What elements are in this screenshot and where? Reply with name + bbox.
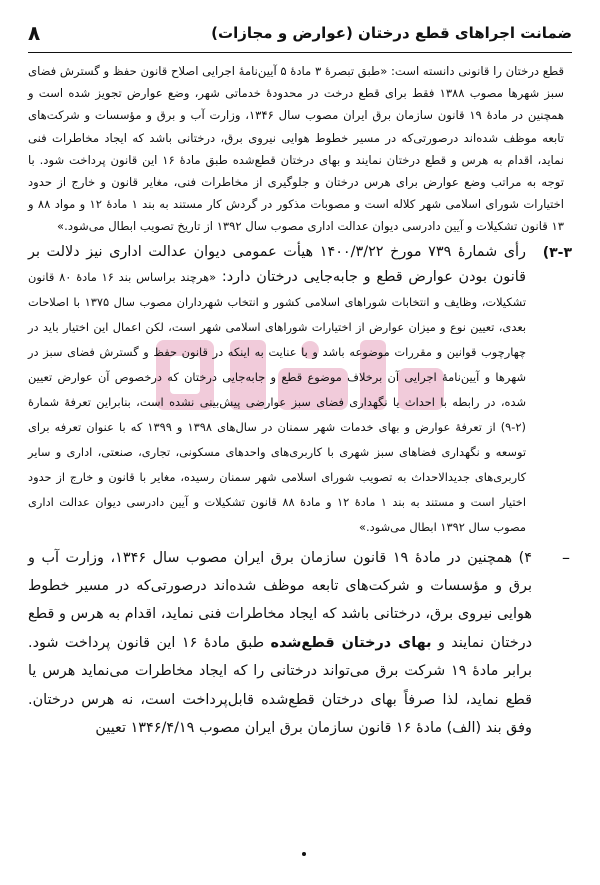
section-3-3: [28, 240, 572, 540]
header-rule: [28, 52, 572, 53]
page-body: [28, 60, 572, 742]
item-text-start: ۴) همچنین در مادهٔ ۱۹ قانون سازمان برق ایران مصوب سال ۱۳۴۶، وزارت آب و برق و مؤسسات و شرکت‌های تابعه موظف شده‌اند درصورتی‌که در مسیر خطوط هوایی نیروی برق، درختانی باشد که ایجاد مخاطرات فنی نماید، اقدام به هرس و قطع درختان نمایند و: [28, 549, 532, 651]
bullet-dash: –: [562, 547, 570, 567]
footer-dot: [302, 852, 306, 856]
section-lead: رأی شمارهٔ ۷۳۹ مورخ ۱۴۰۰/۳/۲۲ هیأت عمومی دیوان عدالت اداری نیز دلالت بر قانون بودن عوارض قطع و جابه‌جایی درختان دارد:: [28, 243, 526, 285]
page-header: [28, 20, 572, 46]
section-quote: «هرچند براساس بند ۱۶ مادهٔ ۸۰ قانون تشکیلات، وظایف و انتخابات شوراهای اسلامی کشور و انتخاب شهرداران مصوب سال ۱۳۷۵ با اصلاحات بعدی، تعیین نوع و میزان عوارض از اختیارات شوراهای اسلامی شهر است، لکن اعمال این اختیار باید در چهارچوب قوانین و مقررات موضوعه باشد و با عنایت به اینکه در قانون حفظ و گسترش فضای سبز در شهرها و آیین‌نامهٔ اجرایی آن برخلاف موضوع قطع و جابه‌جایی درختان که درخصوص آن عوارض تعیین شده، در رابطه با احداث یا نگهداری فضای سبز عوارضی پیش‌بینی نشده است، بنابراین تعرفهٔ شمارهٔ (۲-۹) از تعرفهٔ عوارض و بهای خدمات شهر سمنان در سال‌های ۱۳۹۸ و ۱۳۹۹ که با عنوان تعرفه برای توسعه و نگهداری فضاهای سبز شهری با کاربری‌های واحدهای مسکونی، تجاری، صنعتی، اداری و سایر کاربری‌های جدیدالاحداث به تصویب شورای اسلامی شهر سمنان رسیده، مغایر با قانون و خارج از حدود اختیار است و مستند به بند ۱ مادهٔ ۱۲ و مادهٔ ۸۸ قانون تشکیلات و آیین دادرسی دیوان عدالت اداری مصوب سال ۱۳۹۲ ابطال می‌شود.»: [28, 269, 526, 534]
list-item-4: [28, 544, 572, 743]
quoted-ruling-paragraph: قطع درختان را قانونی دانسته است: «طبق تبصرهٔ ۳ مادهٔ ۵ آیین‌نامهٔ اجرایی اصلاح قانون حفظ و گسترش فضای سبز شهرها مصوب ۱۳۸۸ فقط برای قطع درخت در محدودهٔ خدماتی شهر، وضع عوارض تجویز شده است و همچنین در مادهٔ ۱۹ قانون سازمان برق ایران مصوب سال ۱۳۴۶، وزارت آب و برق و مؤسسات و شرکت‌های تابعه موظف شده‌اند درصورتی‌که در مسیر خطوط هوایی نیروی برق، درختانی باشد که ایجاد مخاطرات فنی نماید، اقدام به هرس و قطع درختان نمایند و بهای درختان قطع‌شده طبق مادهٔ ۱۶ این قانون پرداخت شود. با توجه به مراتب وضع عوارض برای هرس درختان و جلوگیری از مخاطرات فنی، مغایر قانون و خارج از حدود اختیارات شورای اسلامی شهر کلاله است و مصوبات مذکور در گردش کار مستند به بند ۱ مادهٔ ۱۲ و مواد ۸۸ و ۱۳ قانون تشکیلات و آیین دادرسی دیوان عدالت اداری مصوب سال ۱۳۹۲ از تاریخ تصویب ابطال می‌شود.»: [28, 64, 565, 234]
section-lead-text: [28, 240, 526, 540]
list-item-text: [28, 544, 532, 743]
section-number: ۳-۳): [542, 244, 572, 261]
item-bold-phrase: بهای درختان قطع‌شده: [270, 634, 432, 651]
item-text-end: طبق مادهٔ ۱۶ این قانون پرداخت شود. برابر مادهٔ ۱۹ شرکت برق می‌تواند درختانی را که ایجاد مخاطرات می‌نماید هرس یا قطع نماید، لذا صرفاً بهای درختان قطع‌شده قابل‌پرداخت است، نه هرس درختان. وفق بند (الف) مادهٔ ۱۶ قانون سازمان برق ایران مصوب ۱۳۴۶/۴/۱۹ تعیین: [28, 634, 532, 737]
page-number: ۸: [28, 21, 41, 45]
running-title: ضمانت اجراهای قطع درختان (عوارض و مجازات): [211, 24, 572, 42]
